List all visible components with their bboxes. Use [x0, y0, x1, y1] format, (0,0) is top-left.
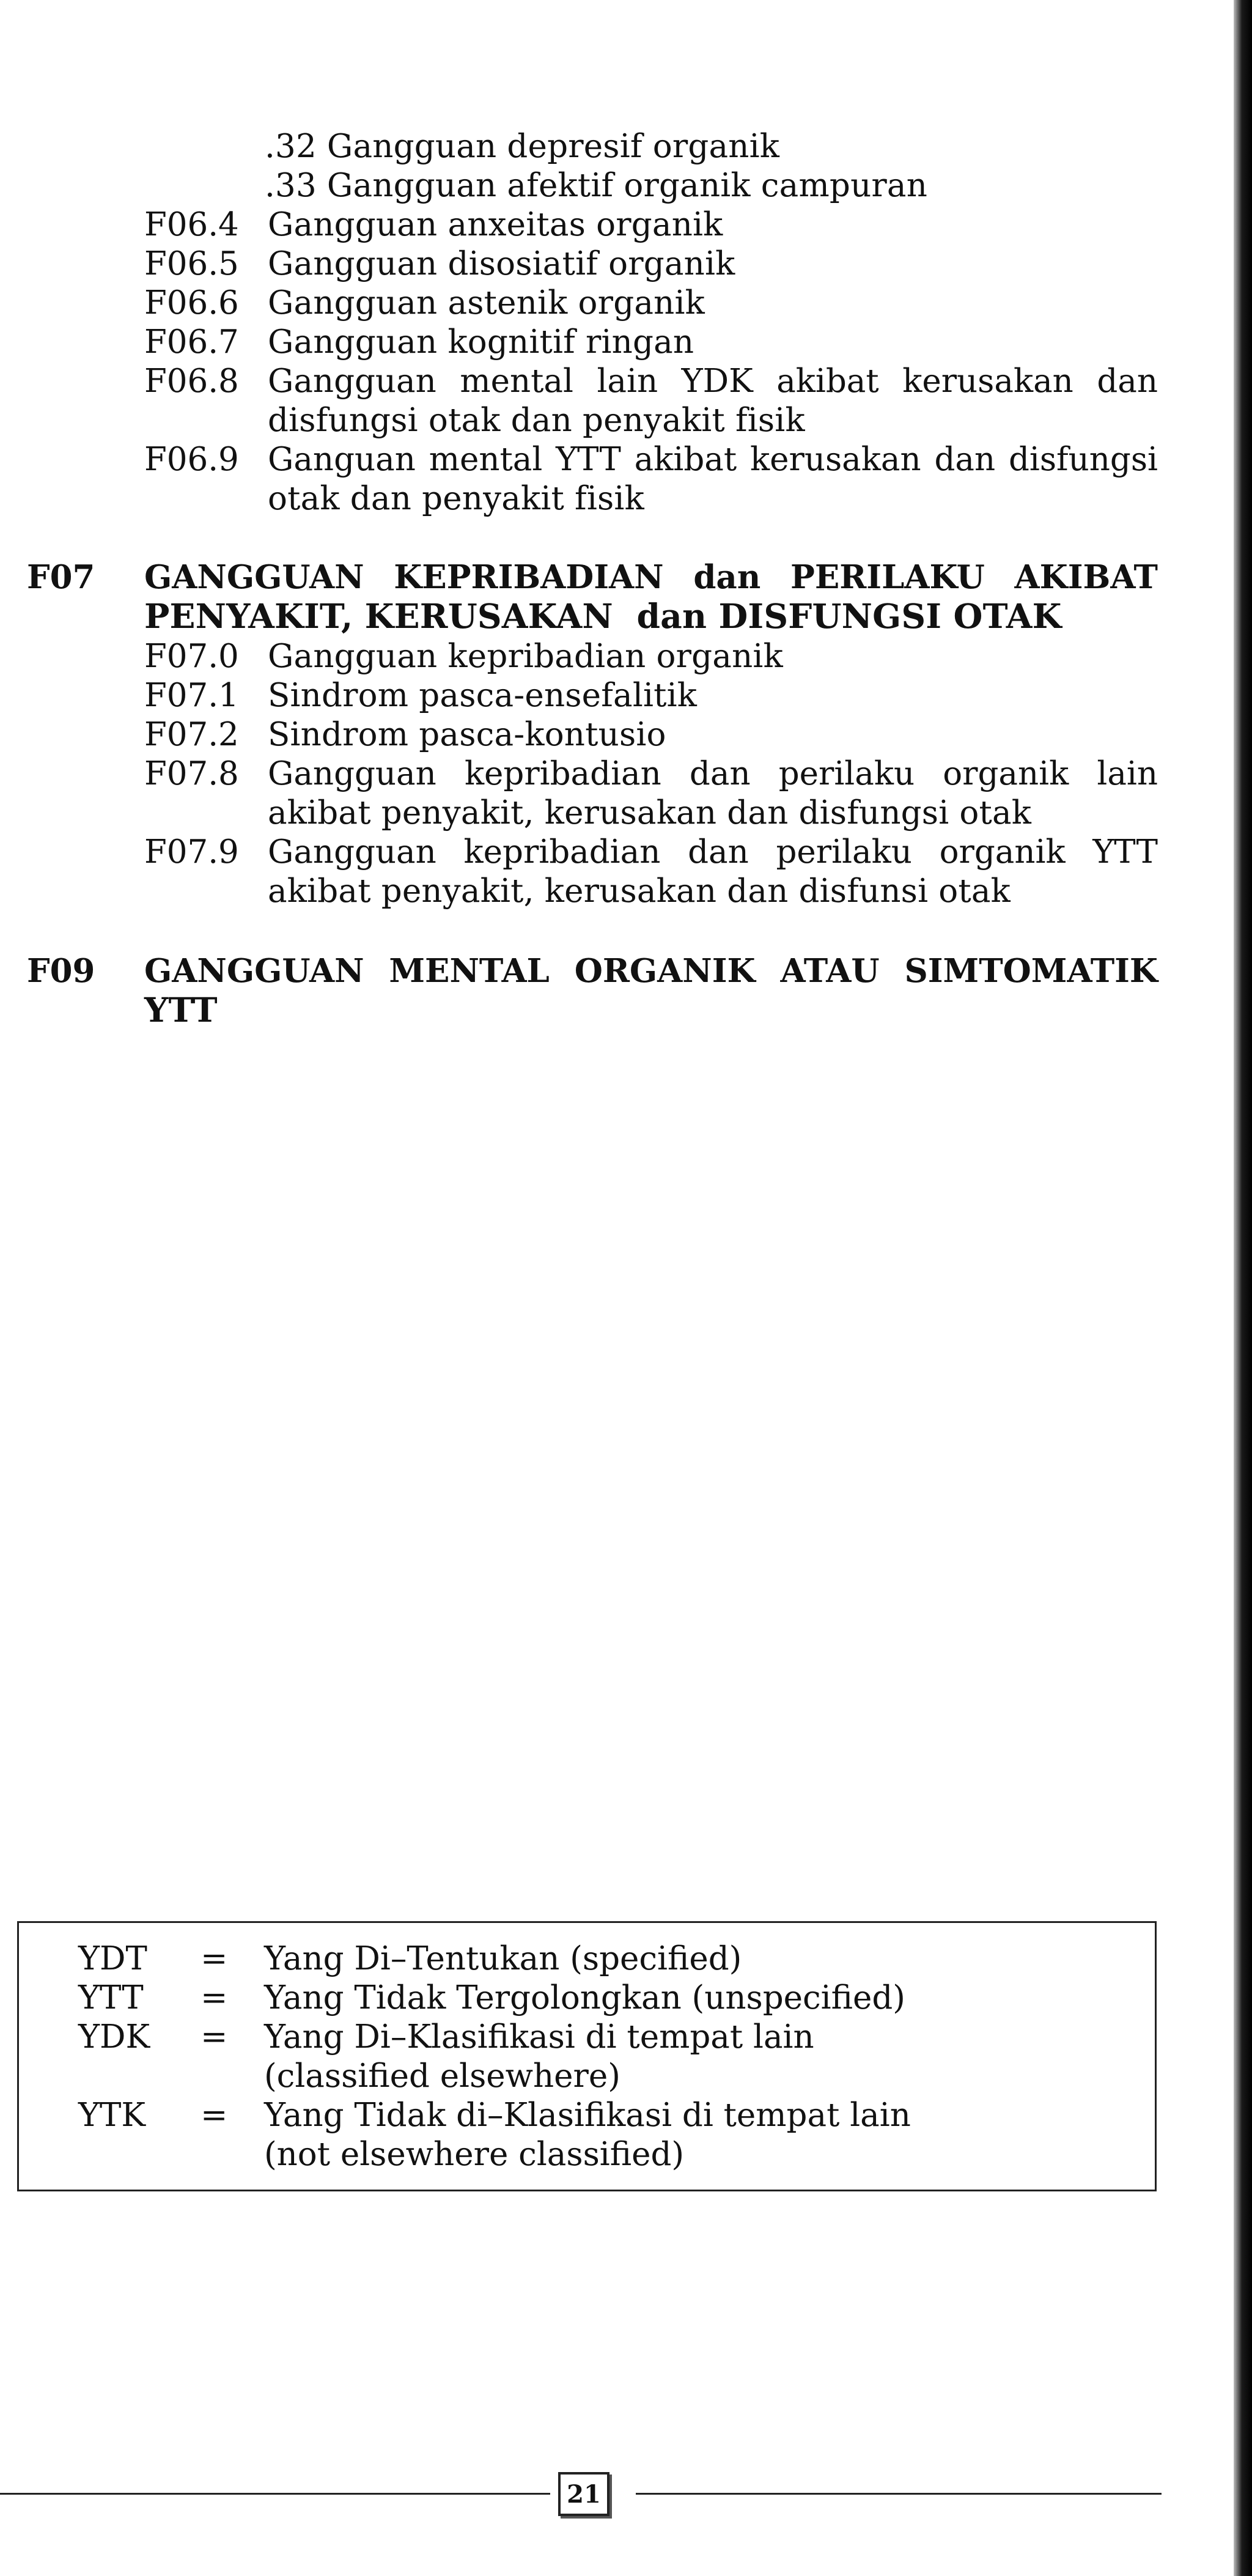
section-heading-continued: YTT: [144, 990, 218, 1030]
item-text: Gangguan kepribadian dan perilaku organik lain: [268, 755, 1158, 792]
legend-abbr: YDK: [78, 2018, 150, 2056]
list-item: .32 Gangguan depresif organik: [265, 128, 780, 165]
section-heading-continued: PENYAKIT, KERUSAKAN dan DISFUNGSI OTAK: [144, 596, 1062, 636]
item-code: F06.4: [144, 206, 239, 243]
item-code: F07.0: [144, 638, 239, 675]
legend-definition-continued: (classified elsewhere): [264, 2057, 620, 2095]
legend-equals: =: [201, 2018, 228, 2056]
page-edge-shadow: [1234, 0, 1252, 2576]
legend-abbr: YDT: [78, 1940, 147, 1977]
legend-equals: =: [201, 2097, 228, 2134]
page-number: 21: [558, 2472, 609, 2516]
item-code: F06.5: [144, 245, 239, 282]
item-code: F07.8: [144, 755, 239, 792]
item-code: F06.9: [144, 441, 239, 478]
item-text-continued: akibat penyakit, kerusakan dan disfunsi otak: [268, 873, 1011, 910]
section-code: F07: [27, 558, 95, 596]
item-code: F06.8: [144, 363, 239, 400]
legend-definition: Yang Di–Tentukan (specified): [264, 1940, 742, 1977]
item-text: Gangguan kepribadian dan perilaku organik YTT: [268, 833, 1158, 871]
item-text: Gangguan astenik organik: [268, 284, 705, 322]
legend-definition: Yang Di–Klasifikasi di tempat lain: [264, 2018, 814, 2056]
section-heading: GANGGUAN MENTAL ORGANIK ATAU SIMTOMATIK: [144, 952, 1158, 990]
item-code: F07.1: [144, 677, 239, 714]
legend-definition: Yang Tidak Tergolongkan (unspecified): [264, 1979, 905, 2017]
legend-abbr: YTK: [78, 2097, 145, 2134]
item-text-continued: otak dan penyakit fisik: [268, 480, 644, 517]
section-heading: GANGGUAN KEPRIBADIAN dan PERILAKU AKIBAT: [144, 558, 1158, 596]
item-code: F06.6: [144, 284, 239, 322]
item-text: Ganguan mental YTT akibat kerusakan dan disfungsi: [268, 441, 1158, 478]
legend-equals: =: [201, 1940, 228, 1977]
legend-abbr: YTT: [78, 1979, 144, 2017]
item-code: F06.7: [144, 323, 239, 361]
item-text: Sindrom pasca-ensefalitik: [268, 677, 698, 714]
legend-definition-continued: (not elsewhere classified): [264, 2136, 685, 2173]
footer-rule-left: [0, 2493, 550, 2495]
item-text: Gangguan mental lain YDK akibat kerusakan dan: [268, 363, 1158, 400]
item-text: Gangguan disosiatif organik: [268, 245, 735, 282]
list-item: .33 Gangguan afektif organik campuran: [265, 167, 928, 204]
item-code: F07.9: [144, 833, 239, 871]
item-code: F07.2: [144, 716, 239, 753]
item-text-continued: akibat penyakit, kerusakan dan disfungsi otak: [268, 794, 1032, 832]
item-text: Gangguan anxeitas organik: [268, 206, 723, 243]
item-text: Gangguan kognitif ringan: [268, 323, 694, 361]
item-text: Sindrom pasca-kontusio: [268, 716, 666, 753]
legend-definition: Yang Tidak di–Klasifikasi di tempat lain: [264, 2097, 911, 2134]
footer-rule-right: [636, 2493, 1162, 2495]
item-text: Gangguan kepribadian organik: [268, 638, 783, 675]
item-text-continued: disfungsi otak dan penyakit fisik: [268, 402, 805, 439]
legend-equals: =: [201, 1979, 228, 2017]
section-code: F09: [27, 952, 95, 990]
